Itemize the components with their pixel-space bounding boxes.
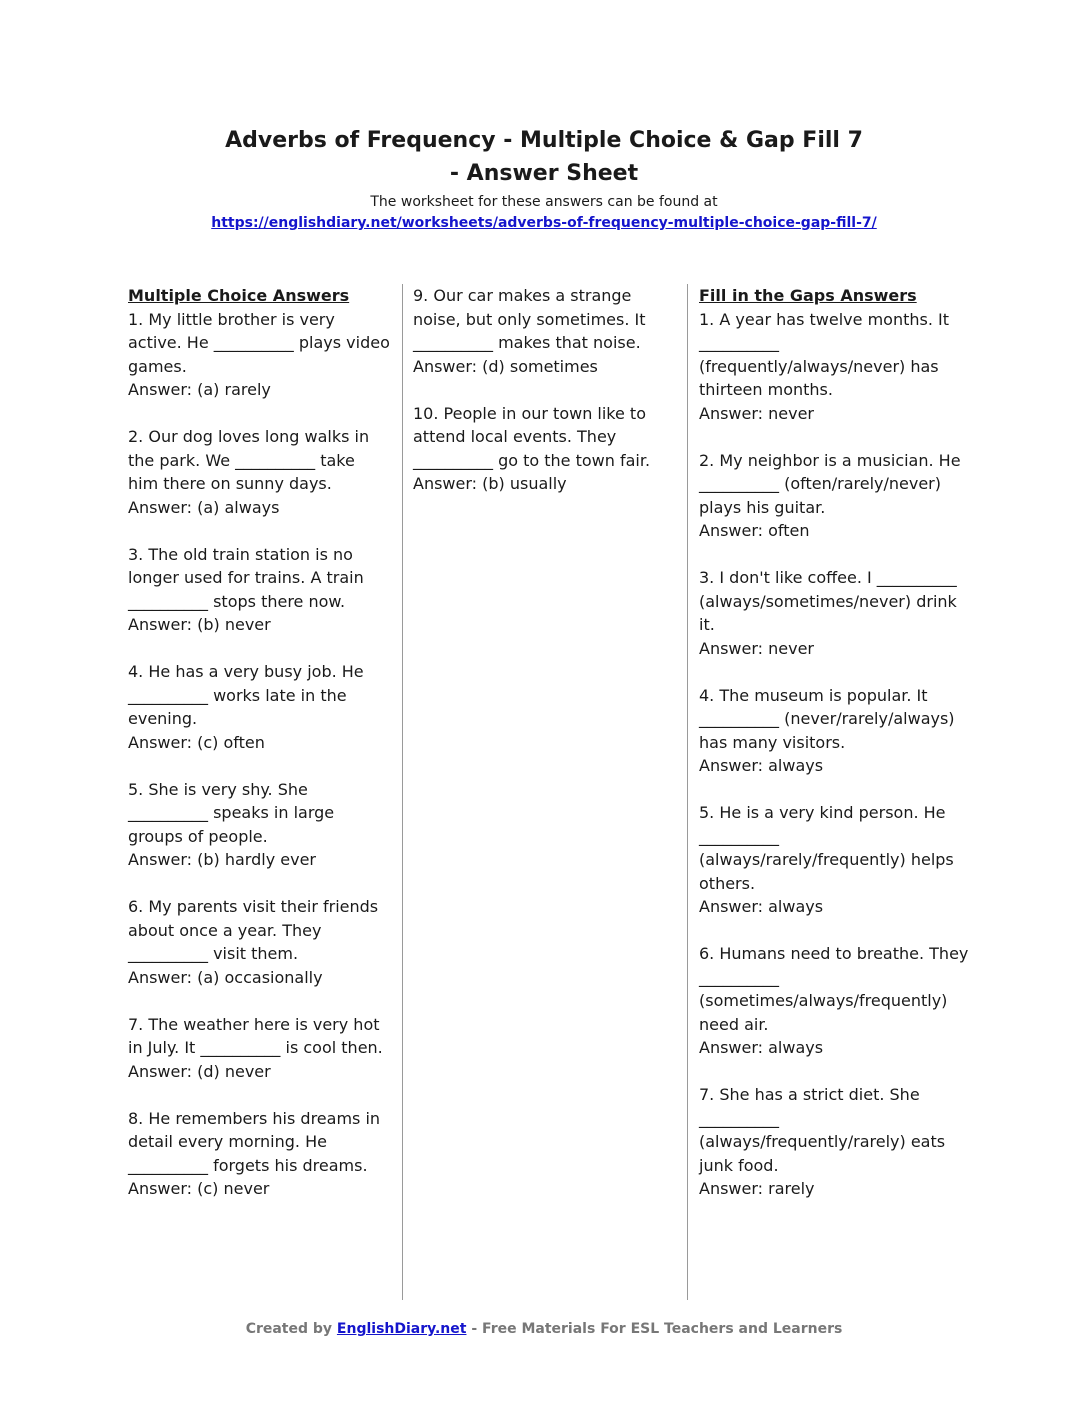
mc-item-10 (413, 402, 675, 496)
answer: Answer: (b) usually (413, 474, 567, 493)
multiple-choice-heading: Multiple Choice Answers (128, 286, 350, 305)
question: 4. He has a very busy job. He __________ works late in the evening. (128, 662, 369, 728)
mc-item-8 (128, 1107, 390, 1201)
question: 5. She is very shy. She __________ speaks in large groups of people. (128, 779, 340, 846)
answer-columns (0, 284, 1088, 1302)
answer: Answer: never (699, 638, 814, 658)
answer: Answer: always (699, 1038, 824, 1057)
question: 3. I don't like coffee. I __________ (always/sometimes/never) drink it. (699, 568, 962, 634)
answer: Answer: (b) hardly ever (128, 850, 316, 869)
question: 10. People in our town like to attend local events. They __________ go to the town fair. (413, 403, 652, 470)
question: 9. Our car makes a strange noise, but only sometimes. It __________ makes that noise. (413, 286, 651, 352)
gf-item-6 (699, 942, 974, 1060)
footer-brand-link[interactable]: EnglishDiary.net (336, 1321, 467, 1337)
mc-item-6 (128, 895, 390, 989)
answer: Answer: (d) sometimes (413, 356, 598, 376)
column-1 (128, 284, 395, 1224)
question: 5. He is a very kind person. He __________ (always/rarely/frequently) helps others. (699, 803, 959, 893)
question: 1. A year has twelve months. It __________ (frequently/always/never) has thirteen months. (699, 309, 955, 399)
column-divider (687, 284, 688, 1300)
page-title: Adverbs of Frequency - Multiple Choice & Gap Fill 7 - Answer Sheet (225, 128, 863, 186)
answer: Answer: (a) rarely (128, 380, 271, 399)
question: 1. My little brother is very active. He __________ plays video games. (128, 309, 395, 376)
answer: Answer: (d) never (128, 1061, 271, 1081)
gf-item-4 (699, 684, 969, 778)
question: 6. My parents visit their friends about once a year. They __________ visit them. (128, 897, 384, 963)
answer: Answer: (a) always (128, 497, 280, 517)
column-3 (699, 284, 974, 1224)
question: 7. She has a strict diet. She __________ (always/frequently/rarely) eats junk food. (699, 1085, 951, 1175)
footer-prefix: Created by (245, 1321, 333, 1337)
gf-item-5 (699, 801, 969, 919)
answer: Answer: never (699, 403, 814, 423)
mc-item-7 (128, 1013, 390, 1084)
gf-item-2 (699, 449, 969, 543)
question: 6. Humans need to breathe. They __________ (sometimes/always/frequently) need air. (699, 944, 974, 1034)
page-header (0, 124, 1088, 234)
answer: Answer: (c) never (128, 1179, 270, 1198)
answer: Answer: always (699, 756, 824, 775)
question: 8. He remembers his dreams in detail every morning. He __________ forgets his dreams. (128, 1108, 386, 1175)
answer: Answer: always (699, 897, 824, 916)
answer: Answer: (a) occasionally (128, 967, 323, 987)
worksheet-link[interactable]: https://englishdiary.net/worksheets/adverbs-of-frequency-multiple-choice-gap-fill-7/ (211, 215, 877, 231)
mc-item-9 (413, 284, 675, 378)
subtitle: The worksheet for these answers can be found at (370, 194, 718, 210)
gf-item-1 (699, 308, 969, 426)
column-2 (413, 284, 675, 519)
question: 2. Our dog loves long walks in the park. We __________ take him there on sunny days. (128, 427, 375, 493)
question: 2. My neighbor is a musician. He __________ (often/rarely/never) plays his guitar. (699, 450, 966, 517)
gap-fill-heading: Fill in the Gaps Answers (699, 286, 917, 305)
mc-item-1 (128, 308, 395, 402)
mc-item-2 (128, 425, 390, 519)
mc-item-4 (128, 660, 390, 754)
gf-item-3 (699, 566, 969, 660)
question: 4. The museum is popular. It __________ (never/rarely/always) has many visitors. (699, 685, 960, 752)
question: 7. The weather here is very hot in July. It __________ is cool then. (128, 1014, 385, 1057)
answer: Answer: rarely (699, 1179, 815, 1198)
column-divider (402, 284, 403, 1300)
page-footer (0, 1321, 1088, 1337)
mc-item-5 (128, 778, 390, 872)
answer: Answer: often (699, 521, 810, 540)
answer: Answer: (c) often (128, 732, 265, 752)
mc-item-3 (128, 543, 390, 637)
gf-item-7 (699, 1083, 969, 1201)
question: 3. The old train station is no longer used for trains. A train __________ stops there now. (128, 544, 369, 611)
footer-suffix: - Free Materials For ESL Teachers and Learners (471, 1321, 843, 1337)
answer: Answer: (b) never (128, 615, 271, 634)
